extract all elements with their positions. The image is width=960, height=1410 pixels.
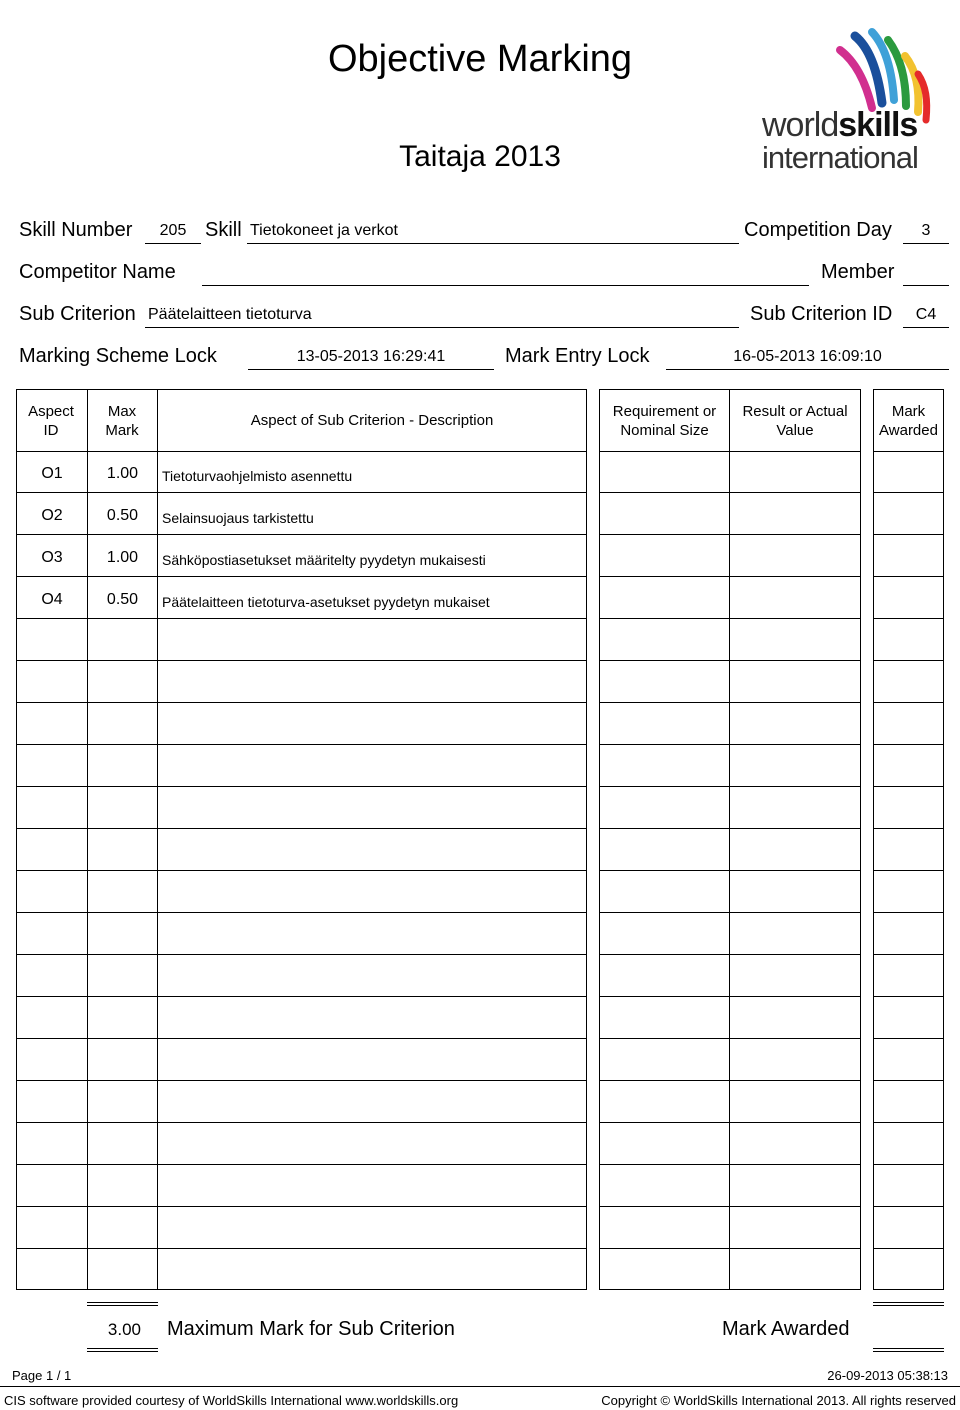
skill-value: Tietokoneet ja verkot [250,222,398,239]
row-separator [873,954,944,955]
row-separator [16,996,158,997]
courtesy-text: CIS software provided courtesy of WorldSkills International www.worldskills.org [4,1393,459,1408]
competitor-name-line [202,285,809,286]
row-separator [599,1038,861,1039]
row-separator [873,1080,944,1081]
logo-text-line1: worldskills [762,106,918,144]
page-number: Page 1 / 1 [12,1368,72,1383]
row-2-max: 0.50 [106,507,139,524]
footer-rule [0,1386,960,1387]
row-separator [16,576,158,577]
row-separator [599,1080,861,1081]
row-separator [16,702,158,703]
competition-day-label: Competition Day [744,219,892,241]
row-separator [16,1122,158,1123]
max-total-value: 3.00 [107,1320,141,1339]
row-separator [599,912,861,913]
mark-entry-lock-value: 16-05-2013 16:09:10 [733,348,882,365]
row-separator [873,996,944,997]
row-separator [157,828,587,829]
header-aspect-id: Aspect ID [28,403,74,439]
mark-entry-lock-line [666,369,949,370]
header-mark-awarded: Mark Awarded [879,403,938,439]
row-separator [16,1038,158,1039]
sub-criterion-id-value: C4 [915,306,937,323]
row-separator [157,1122,587,1123]
mark-entry-lock-label: Mark Entry Lock [505,345,650,367]
marking-scheme-lock-value: 13-05-2013 16:29:41 [296,348,446,365]
row-separator [873,702,944,703]
skill-number-label: Skill Number [19,219,133,241]
sub-criterion-id-label: Sub Criterion ID [750,303,893,325]
row-separator [157,996,587,997]
row-1-max: 1.00 [106,465,139,482]
row-separator [599,786,861,787]
row-separator [599,660,861,661]
row-separator [157,744,587,745]
row-1-desc: Tietoturvaohjelmisto asennettu [162,468,353,484]
header-max-mark: Max Mark [105,403,139,439]
header-requirement: Requirement or Nominal Size [612,403,717,439]
row-separator [16,660,158,661]
row-separator [599,996,861,997]
row-separator [157,1038,587,1039]
header-result: Result or Actual Value [742,403,848,439]
row-separator [157,660,587,661]
row-separator [16,744,158,745]
row-separator [599,576,861,577]
row-separator [873,1038,944,1039]
row-separator [599,534,861,535]
competition-day-value: 3 [921,222,931,239]
row-separator [16,954,158,955]
row-separator [873,492,944,493]
mark-awarded-label: Mark Awarded [722,1318,850,1340]
row-separator [157,492,587,493]
row-separator [157,786,587,787]
row-separator [599,702,861,703]
row-1-id: O1 [41,465,63,482]
mark-awarded-top-rule [873,1302,944,1306]
max-total-label: Maximum Mark for Sub Criterion [167,1318,455,1340]
row-separator [599,492,861,493]
skill-number-value: 205 [159,222,187,239]
marking-scheme-lock-line [248,369,494,370]
row-separator [599,1248,861,1249]
row-separator [16,786,158,787]
row-separator [16,1080,158,1081]
row-separator [157,1164,587,1165]
sub-criterion-label: Sub Criterion [19,303,136,325]
row-separator [16,1248,158,1249]
row-2-id: O2 [41,507,63,524]
logo-text-line2: international [762,140,918,175]
row-separator [873,576,944,577]
row-separator [16,1206,158,1207]
row-4-id: O4 [41,591,63,608]
sub-criterion-value: Päätelaitteen tietoturva [148,306,312,323]
row-separator [157,576,587,577]
row-separator [873,828,944,829]
print-timestamp: 26-09-2013 05:38:13 [827,1368,948,1383]
skill-label: Skill [205,219,242,241]
row-separator [157,618,587,619]
row-separator [873,660,944,661]
header-description: Aspect of Sub Criterion - Description [250,412,494,429]
page-title: Objective Marking [327,38,633,80]
row-separator [599,1122,861,1123]
row-separator [16,618,158,619]
row-separator [873,870,944,871]
competitor-name-label: Competitor Name [19,261,176,283]
row-separator [873,1122,944,1123]
row-4-max: 0.50 [106,591,139,608]
row-separator [873,534,944,535]
row-separator [599,744,861,745]
row-separator [16,870,158,871]
row-3-id: O3 [41,549,63,566]
copyright-text: Copyright © WorldSkills International 2013. All rights reserved [601,1393,956,1408]
row-separator [157,1206,587,1207]
row-separator [873,744,944,745]
row-4-desc: Päätelaitteen tietoturva-asetukset pyydetyn mukaiset [162,594,490,610]
row-separator [157,912,587,913]
row-separator [16,534,158,535]
row-separator [873,912,944,913]
page-subtitle: Taitaja 2013 [399,140,561,173]
row-separator [16,492,158,493]
row-separator [157,1248,587,1249]
sub-criterion-id-line [903,327,949,328]
row-separator [599,870,861,871]
row-separator [873,1248,944,1249]
marking-scheme-lock-label: Marking Scheme Lock [19,345,217,367]
row-separator [599,1206,861,1207]
competition-day-line [903,243,949,244]
row-separator [873,1206,944,1207]
row-separator [157,954,587,955]
row-separator [16,912,158,913]
row-3-max: 1.00 [106,549,139,566]
row-separator [873,618,944,619]
row-separator [873,786,944,787]
member-line [903,285,949,286]
row-separator [16,828,158,829]
max-total-bottom-rule [87,1348,158,1352]
row-separator [599,618,861,619]
row-separator [157,870,587,871]
skill-number-line [145,243,201,244]
member-label: Member [821,261,895,283]
row-separator [157,534,587,535]
row-3-desc: Sähköpostiasetukset määritelty pyydetyn mukaisesti [162,552,486,568]
skill-line [247,243,739,244]
row-separator [599,954,861,955]
row-separator [16,1164,158,1165]
row-separator [873,1164,944,1165]
sub-criterion-line [145,327,739,328]
row-2-desc: Selainsuojaus tarkistettu [162,510,314,526]
row-separator [599,828,861,829]
row-separator [157,702,587,703]
row-separator [599,1164,861,1165]
mark-awarded-bottom-rule [873,1348,944,1352]
max-total-top-rule [87,1302,158,1306]
row-separator [157,1080,587,1081]
